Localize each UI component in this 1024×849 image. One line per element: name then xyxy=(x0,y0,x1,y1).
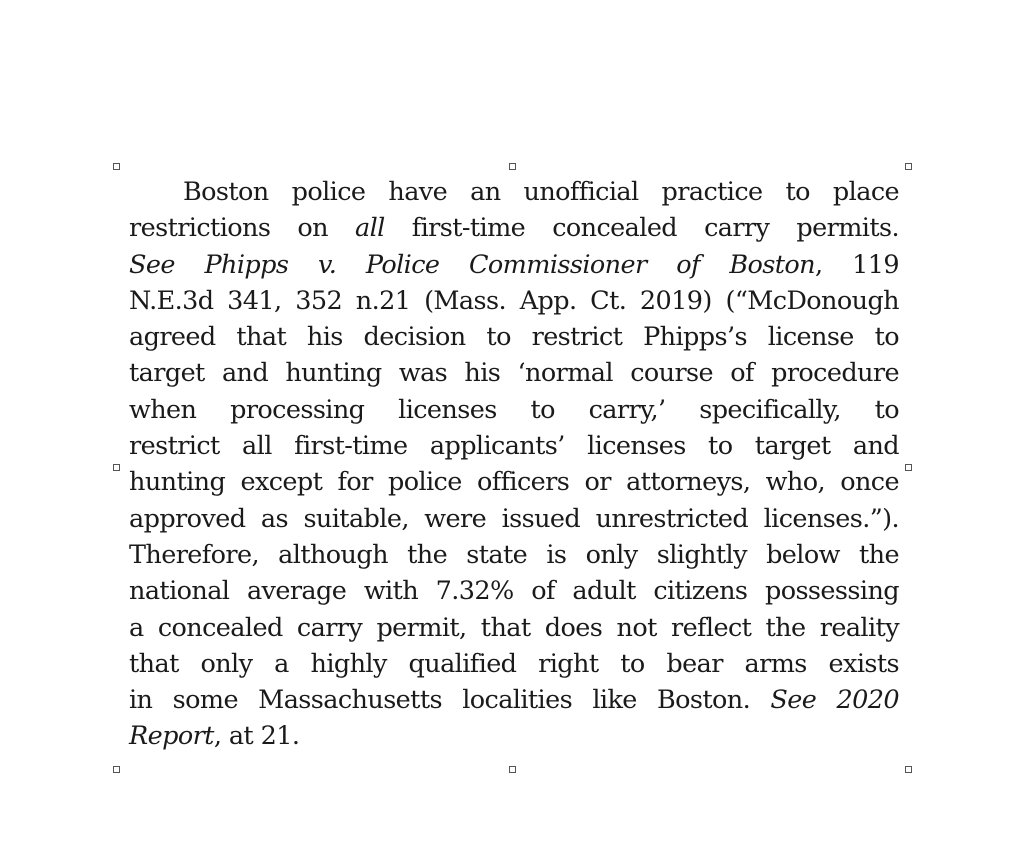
resize-handle-bottom-right[interactable] xyxy=(905,766,912,773)
text-line xyxy=(129,392,899,428)
text-run: Boston police have an unofficial practice to place xyxy=(183,177,899,207)
text-run: in some Massachusetts localities like Boston. xyxy=(129,685,771,716)
resize-handle-bottom-center[interactable] xyxy=(509,766,516,773)
text-run: first-time concealed carry permits. xyxy=(384,213,899,244)
text-run: approved as suitable, were issued unrestricted licenses.”). xyxy=(129,503,899,534)
text-line xyxy=(129,537,899,573)
text-line xyxy=(129,501,899,537)
text-run: that only a highly qualified right to bear arms exists xyxy=(129,648,899,679)
resize-handle-bottom-left[interactable] xyxy=(113,766,120,773)
text-line xyxy=(129,428,899,464)
text-line xyxy=(129,210,899,246)
resize-handle-middle-right[interactable] xyxy=(905,464,912,471)
text-run: a concealed carry permit, that does not reflect the reality xyxy=(129,612,899,643)
text-run: , 119 xyxy=(815,249,899,280)
text-line xyxy=(129,247,899,283)
text-run: hunting except for police officers or attorneys, who, once xyxy=(129,467,899,498)
resize-handle-top-left[interactable] xyxy=(113,163,120,170)
text-line xyxy=(129,573,899,609)
text-line xyxy=(129,646,899,682)
text-run: Therefore, although the state is only slightly below the xyxy=(129,539,899,570)
text-run: agreed that his decision to restrict Phipps’s license to xyxy=(129,322,899,353)
text-run: target and hunting was his ‘normal course of procedure xyxy=(129,358,899,389)
resize-handle-top-right[interactable] xyxy=(905,163,912,170)
italic-text: See Phipps v. Police Commissioner of Boston xyxy=(129,249,815,280)
resize-handle-middle-left[interactable] xyxy=(113,464,120,471)
text-run: restrictions on xyxy=(129,213,355,244)
text-run: N.E.3d 341, 352 n.21 (Mass. App. Ct. 2019) (“McDonough xyxy=(129,285,899,316)
text-run: , at 21. xyxy=(213,721,300,752)
text-line xyxy=(129,610,899,646)
text-run: when processing licenses to carry,’ specifically, to xyxy=(129,394,899,425)
italic-text: all xyxy=(355,213,385,244)
text-box-paragraph[interactable] xyxy=(129,174,899,755)
text-line xyxy=(129,174,899,210)
resize-handle-top-center[interactable] xyxy=(509,163,516,170)
text-line xyxy=(129,464,899,500)
italic-text: See 2020 xyxy=(770,685,899,716)
text-line xyxy=(129,319,899,355)
italic-text: Report xyxy=(129,721,214,752)
text-line xyxy=(129,283,899,319)
text-run: restrict all first-time applicants’ licenses to target and xyxy=(129,431,899,462)
text-line xyxy=(129,355,899,391)
text-line xyxy=(129,682,899,718)
text-run: national average with 7.32% of adult citizens possessing xyxy=(129,576,899,607)
text-line xyxy=(129,718,899,754)
